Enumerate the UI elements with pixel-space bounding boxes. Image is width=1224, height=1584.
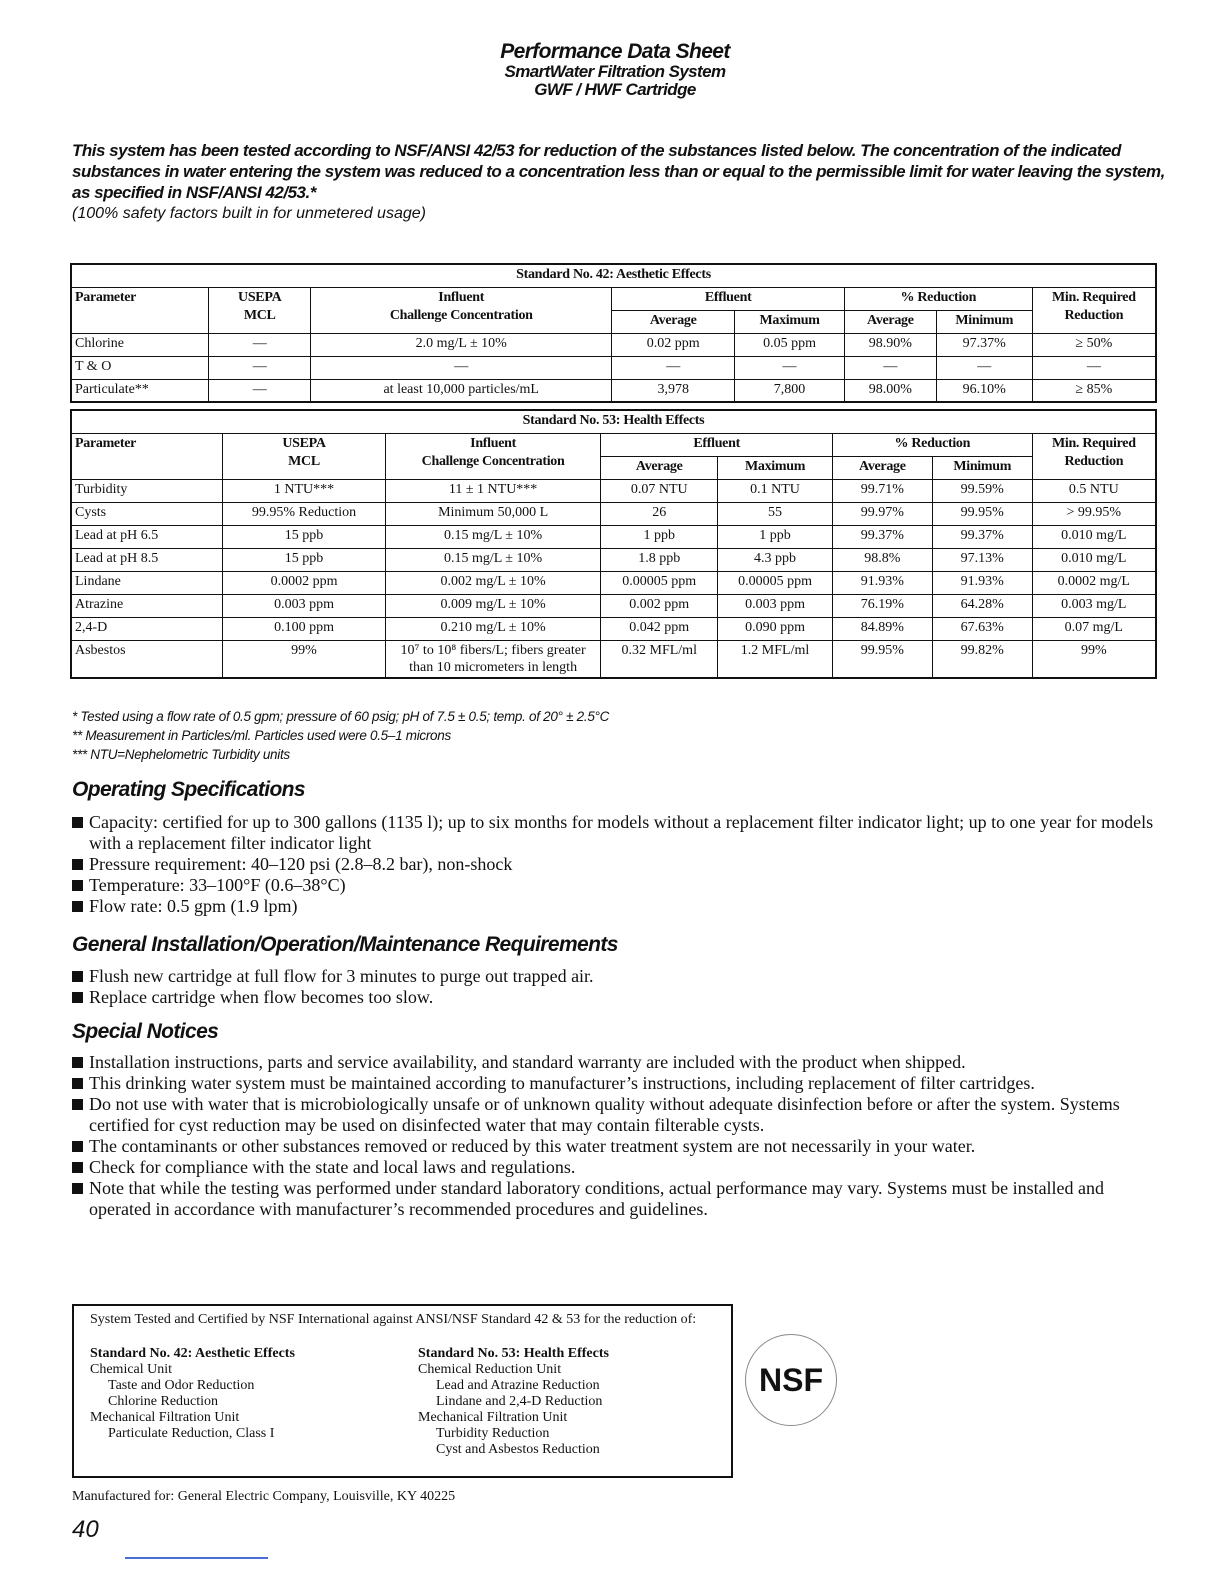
list-item: Flow rate: 0.5 gpm (1.9 lpm) (72, 896, 1162, 917)
table-cell: 7,800 (735, 379, 845, 402)
table-cell: 0.05 ppm (735, 333, 845, 356)
table-cell: 0.00005 ppm (718, 571, 833, 594)
general-heading: General Installation/Operation/Maintenance Requirements (72, 933, 618, 956)
cert-item: Turbidity Reduction (436, 1426, 550, 1441)
footnotes (72, 707, 609, 764)
table-cell: > 99.95% (1032, 502, 1156, 525)
list-item: Replace cartridge when flow becomes too slow. (72, 987, 1162, 1008)
cert-unit: Mechanical Filtration Unit (418, 1410, 568, 1425)
table-cell: 11 ± 1 NTU*** (385, 479, 601, 502)
table-cell: 97.13% (932, 548, 1032, 571)
special-heading: Special Notices (72, 1020, 219, 1043)
table-row (71, 333, 1156, 356)
cert-standard-53 (418, 1346, 609, 1458)
table-cell: 0.1 NTU (718, 479, 833, 502)
table-cell: — (844, 356, 936, 379)
nsf-logo: NSF (745, 1334, 837, 1426)
table-cell: 0.02 ppm (612, 333, 735, 356)
list-item: Note that while the testing was performed under standard laboratory conditions, actual performance may vary. Systems must be installed and operated in accordance with manufacturer’s recommended procedures and guidelines. (72, 1178, 1162, 1220)
table-cell: 1.8 ppb (601, 548, 718, 571)
table-cell: 1 ppb (718, 525, 833, 548)
table-row (71, 640, 1156, 678)
table-cell: at least 10,000 particles/mL (311, 379, 612, 402)
table-cell: 0.00005 ppm (601, 571, 718, 594)
cert-col-title: Standard No. 53: Health Effects (418, 1346, 609, 1361)
cert-unit: Chemical Reduction Unit (418, 1362, 562, 1377)
col-header-parameter: Parameter (71, 287, 209, 333)
table-cell: 10⁷ to 10⁸ fibers/L; fibers greater than 10 micrometers in length (385, 640, 601, 678)
table-title: Standard No. 42: Aesthetic Effects (71, 264, 1156, 287)
table-cell: 0.07 NTU (601, 479, 718, 502)
general-list (72, 966, 1162, 1008)
intro (72, 140, 1172, 224)
table-title-row (71, 410, 1156, 433)
cert-item: Particulate Reduction, Class I (108, 1426, 275, 1441)
table-cell: 98.8% (832, 548, 932, 571)
col-header-reduction: % Reduction (832, 433, 1032, 456)
table-row (71, 548, 1156, 571)
table-cell: 0.042 ppm (601, 617, 718, 640)
table-cell: 99.95% (832, 640, 932, 678)
table-row (71, 479, 1156, 502)
list-item: The contaminants or other substances removed or reduced by this water treatment system are not necessarily in your water. (72, 1136, 1162, 1157)
divider-line (125, 1557, 268, 1559)
subheader-average: Average (612, 310, 735, 333)
footnote: *** NTU=Nephelometric Turbidity units (72, 747, 290, 762)
operating-list (72, 812, 1162, 917)
list-item: Pressure requirement: 40–120 psi (2.8–8.2 bar), non-shock (72, 854, 1162, 875)
table-cell: 99.95% Reduction (223, 502, 386, 525)
cert-item: Taste and Odor Reduction (108, 1378, 255, 1393)
table-cell: — (936, 356, 1032, 379)
table-cell: 76.19% (832, 594, 932, 617)
table-cell: 97.37% (936, 333, 1032, 356)
list-item: Installation instructions, parts and service availability, and standard warranty are included with the product when shipped. (72, 1052, 1162, 1073)
list-item: Capacity: certified for up to 300 gallons (1135 l); up to six months for models without a replacement filter indicator light; up to one year for models with a replacement filter indicator light (72, 812, 1162, 854)
table-cell: — (1032, 356, 1156, 379)
table-cell: 0.0002 ppm (223, 571, 386, 594)
special-list (72, 1052, 1162, 1220)
col-header-influent (311, 287, 612, 333)
table-row (71, 571, 1156, 594)
table-cell: Lead at pH 8.5 (71, 548, 223, 571)
cert-unit: Mechanical Filtration Unit (90, 1410, 240, 1425)
subheader-minimum: Minimum (936, 310, 1032, 333)
table-cell: Lead at pH 6.5 (71, 525, 223, 548)
table-cell: 0.100 ppm (223, 617, 386, 640)
table-cell: 0.009 mg/L ± 10% (385, 594, 601, 617)
table-row (71, 525, 1156, 548)
col-header-parameter: Parameter (71, 433, 223, 479)
table-title-row (71, 264, 1156, 287)
table-cell: — (311, 356, 612, 379)
table-cell: Minimum 50,000 L (385, 502, 601, 525)
list-item: Check for compliance with the state and local laws and regulations. (72, 1157, 1162, 1178)
table-title: Standard No. 53: Health Effects (71, 410, 1156, 433)
table-cell: 91.93% (832, 571, 932, 594)
table-standard-42 (70, 263, 1157, 403)
table-cell: 15 ppb (223, 548, 386, 571)
footnote: * Tested using a flow rate of 0.5 gpm; pressure of 60 psig; pH of 7.5 ± 0.5; temp. of 20° ± 2.5°C (72, 709, 610, 724)
table-row (71, 594, 1156, 617)
table-cell: 0.15 mg/L ± 10% (385, 548, 601, 571)
table-cell: 0.003 mg/L (1032, 594, 1156, 617)
footnote: ** Measurement in Particles/ml. Particles used were 0.5–1 microns (72, 728, 451, 743)
table-cell: 0.090 ppm (718, 617, 833, 640)
table-cell: Atrazine (71, 594, 223, 617)
table-row (71, 379, 1156, 402)
table-cell: 0.5 NTU (1032, 479, 1156, 502)
col-header-usepa (223, 433, 386, 479)
table-cell: ≥ 50% (1032, 333, 1156, 356)
table-cell: 99.59% (932, 479, 1032, 502)
subheader-average: Average (844, 310, 936, 333)
table-cell: — (612, 356, 735, 379)
doc-cartridge: GWF / HWF Cartridge (534, 80, 696, 99)
influent-label: Influent (470, 435, 517, 451)
subheader-average: Average (601, 456, 718, 479)
table-cell: — (209, 379, 311, 402)
table-cell: 0.010 mg/L (1032, 548, 1156, 571)
table-cell: 0.0002 mg/L (1032, 571, 1156, 594)
table-cell: Turbidity (71, 479, 223, 502)
usepa-label: USEPA (282, 435, 326, 451)
table-cell: 99.71% (832, 479, 932, 502)
table-cell: 99.37% (932, 525, 1032, 548)
subheader-minimum: Minimum (932, 456, 1032, 479)
table-cell: — (209, 356, 311, 379)
table-cell: 98.90% (844, 333, 936, 356)
table-cell: 99% (1032, 640, 1156, 678)
table-cell: 3,978 (612, 379, 735, 402)
cert-item: Cyst and Asbestos Reduction (436, 1442, 600, 1457)
table-cell: 99.37% (832, 525, 932, 548)
table-row (71, 502, 1156, 525)
intro-statement: This system has been tested according to NSF/ANSI 42/53 for reduction of the substances listed below. The concentration of the indicated substances in water entering the system was reduced to a concentration less than or equal to the permissible limit for water leaving the system, as specified in NSF/ANSI 42/53.* (72, 141, 1165, 202)
minreq-label: Min. Required (1051, 289, 1136, 305)
table-cell: 2.0 mg/L ± 10% (311, 333, 612, 356)
table-cell: 99.97% (832, 502, 932, 525)
subheader-maximum: Maximum (735, 310, 845, 333)
table-cell: — (735, 356, 845, 379)
influent-label: Influent (438, 289, 485, 305)
table-cell: Lindane (71, 571, 223, 594)
header-row (71, 287, 1156, 310)
list-item: Temperature: 33–100°F (0.6–38°C) (72, 875, 1162, 896)
subheader-maximum: Maximum (718, 456, 833, 479)
table-cell: 67.63% (932, 617, 1032, 640)
table-cell: 0.002 mg/L ± 10% (385, 571, 601, 594)
table-cell: 98.00% (844, 379, 936, 402)
cert-col-title: Standard No. 42: Aesthetic Effects (90, 1346, 295, 1361)
table-cell: 96.10% (936, 379, 1032, 402)
table-cell: ≥ 85% (1032, 379, 1156, 402)
table-cell: Asbestos (71, 640, 223, 678)
table-cell: 99% (223, 640, 386, 678)
table-cell: 1.2 MFL/ml (718, 640, 833, 678)
table-cell: 0.07 mg/L (1032, 617, 1156, 640)
mcl-label: MCL (288, 453, 320, 469)
cert-unit: Chemical Unit (90, 1362, 173, 1377)
table-cell: 2,4-D (71, 617, 223, 640)
col-header-min-required (1032, 433, 1156, 479)
table-row (71, 617, 1156, 640)
col-header-reduction: % Reduction (844, 287, 1032, 310)
table-cell: Chlorine (71, 333, 209, 356)
mcl-label: MCL (243, 307, 276, 323)
doc-title: Performance Data Sheet (500, 40, 730, 63)
cert-item: Chlorine Reduction (108, 1394, 219, 1409)
table-standard-53 (70, 409, 1157, 679)
table-cell: 15 ppb (223, 525, 386, 548)
table-cell: Cysts (71, 502, 223, 525)
reduction-label: Reduction (1064, 307, 1124, 323)
challenge-label: Challenge Concentration (421, 453, 565, 469)
table-cell: 55 (718, 502, 833, 525)
col-header-influent (385, 433, 601, 479)
table-cell: 91.93% (932, 571, 1032, 594)
table-cell: 0.32 MFL/ml (601, 640, 718, 678)
table-cell: 0.010 mg/L (1032, 525, 1156, 548)
page-number: 40 (72, 1516, 99, 1543)
minreq-label: Min. Required (1051, 435, 1136, 451)
header-row (71, 433, 1156, 456)
col-header-usepa (209, 287, 311, 333)
col-header-effluent: Effluent (612, 287, 845, 310)
table-cell: 4.3 ppb (718, 548, 833, 571)
list-item: This drinking water system must be maintained according to manufacturer’s instructions, including replacement of filter cartridges. (72, 1073, 1162, 1094)
table-cell: 0.15 mg/L ± 10% (385, 525, 601, 548)
subheader-average: Average (832, 456, 932, 479)
table-cell: 99.82% (932, 640, 1032, 678)
certification-box (72, 1304, 733, 1478)
table-row (71, 356, 1156, 379)
table-cell: 1 NTU*** (223, 479, 386, 502)
intro-note: (100% safety factors built in for unmetered usage) (72, 205, 426, 222)
table-cell: — (209, 333, 311, 356)
table-cell: 64.28% (932, 594, 1032, 617)
table-cell: 0.210 mg/L ± 10% (385, 617, 601, 640)
doc-subtitle: SmartWater Filtration System (504, 62, 726, 81)
table-cell: 0.003 ppm (718, 594, 833, 617)
table-cell: T & O (71, 356, 209, 379)
challenge-label: Challenge Concentration (389, 307, 533, 323)
table-cell: 1 ppb (601, 525, 718, 548)
cert-standard-42 (90, 1346, 295, 1442)
manufacturer-line: Manufactured for: General Electric Company, Louisville, KY 40225 (72, 1489, 456, 1504)
usepa-label: USEPA (238, 289, 282, 305)
table-cell: Particulate** (71, 379, 209, 402)
table-cell: 0.002 ppm (601, 594, 718, 617)
cert-item: Lead and Atrazine Reduction (436, 1378, 600, 1393)
list-item: Flush new cartridge at full flow for 3 minutes to purge out trapped air. (72, 966, 1162, 987)
table-cell: 84.89% (832, 617, 932, 640)
col-header-min-required (1032, 287, 1156, 333)
table-cell: 0.003 ppm (223, 594, 386, 617)
cert-item: Lindane and 2,4-D Reduction (436, 1394, 603, 1409)
col-header-effluent: Effluent (601, 433, 833, 456)
operating-heading: Operating Specifications (72, 778, 305, 801)
table-cell: 26 (601, 502, 718, 525)
reduction-label: Reduction (1064, 453, 1124, 469)
table-cell: 99.95% (932, 502, 1032, 525)
cert-intro: System Tested and Certified by NSF International against ANSI/NSF Standard 42 & 53 for the reduction of: (90, 1312, 697, 1327)
list-item: Do not use with water that is microbiologically unsafe or of unknown quality without adequate disinfection before or after the system. Systems certified for cyst reduction may be used on disinfected water that may contain filterable cysts. (72, 1094, 1162, 1136)
